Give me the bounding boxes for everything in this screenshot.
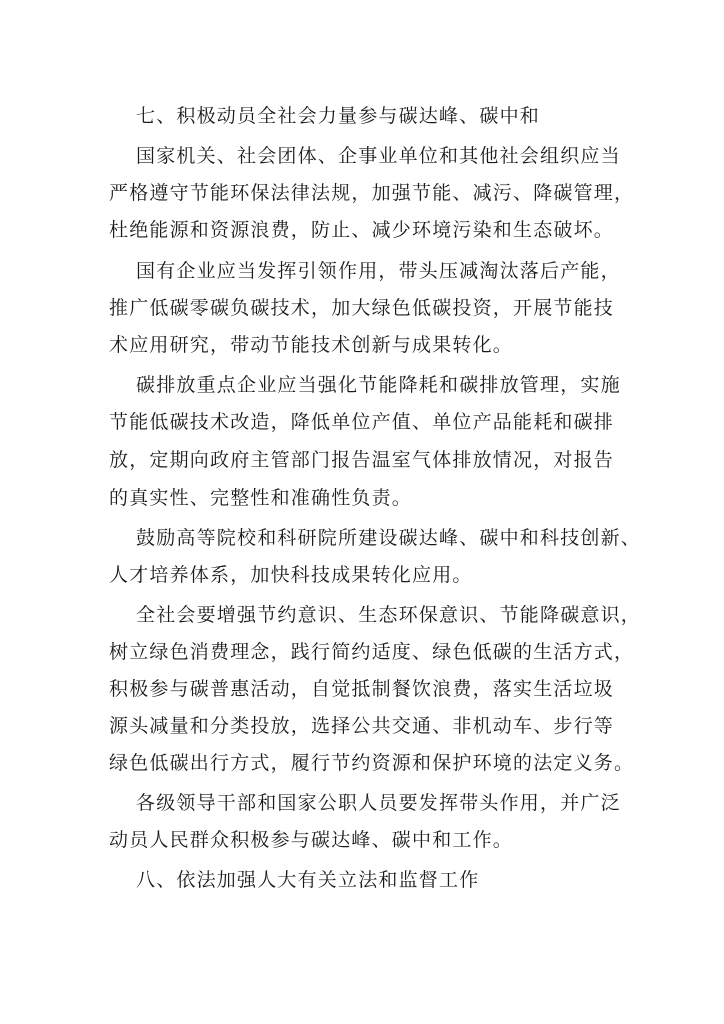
paragraph-line: 术应用研究，带动节能技术创新与成果转化。 <box>109 334 514 356</box>
paragraph-line: 碳排放重点企业应当强化节能降耗和碳排放管理，实施 <box>136 374 621 396</box>
paragraph-line: 各级领导干部和国家公职人员要发挥带头作用，并广泛 <box>136 792 621 814</box>
paragraph-line: 的真实性、完整性和准确性负责。 <box>109 487 413 509</box>
paragraph-line: 人才培养体系，加快科技成果转化应用。 <box>109 564 473 586</box>
paragraph-line: 国家机关、社会团体、企事业单位和其他社会组织应当 <box>136 145 621 167</box>
paragraph-line: 鼓励高等院校和科研院所建设碳达峰、碳中和科技创新、 <box>136 527 642 549</box>
paragraph-line: 树立绿色消费理念，践行简约适度、绿色低碳的生活方式， <box>109 641 635 663</box>
paragraph-line: 国有企业应当发挥引领作用，带头压减淘汰落后产能， <box>136 260 621 282</box>
paragraph-line: 源头减量和分类投放，选择公共交通、非机动车、步行等 <box>109 715 615 737</box>
paragraph-line: 全社会要增强节约意识、生态环保意识、节能降碳意识， <box>136 604 642 626</box>
paragraph-line: 绿色低碳出行方式，履行节约资源和保护环境的法定义务。 <box>109 752 635 774</box>
section-heading-7: 七、积极动员全社会力量参与碳达峰、碳中和 <box>136 105 541 127</box>
paragraph-line: 积极参与碳普惠活动，自觉抵制餐饮浪费，落实生活垃圾 <box>109 678 615 700</box>
paragraph-line: 动员人民群众积极参与碳达峰、碳中和工作。 <box>109 829 514 851</box>
section-heading-8: 八、依法加强人大有关立法和监督工作 <box>136 869 480 891</box>
paragraph-line: 严格遵守节能环保法律法规，加强节能、减污、降碳管理， <box>109 182 635 204</box>
paragraph-line: 推广低碳零碳负碳技术，加大绿色低碳投资，开展节能技 <box>109 297 615 319</box>
paragraph-line: 杜绝能源和资源浪费，防止、减少环境污染和生态破坏。 <box>109 219 615 241</box>
paragraph-line: 放，定期向政府主管部门报告温室气体排放情况，对报告 <box>109 449 615 471</box>
paragraph-line: 节能低碳技术改造，降低单位产值、单位产品能耗和碳排 <box>109 411 615 433</box>
